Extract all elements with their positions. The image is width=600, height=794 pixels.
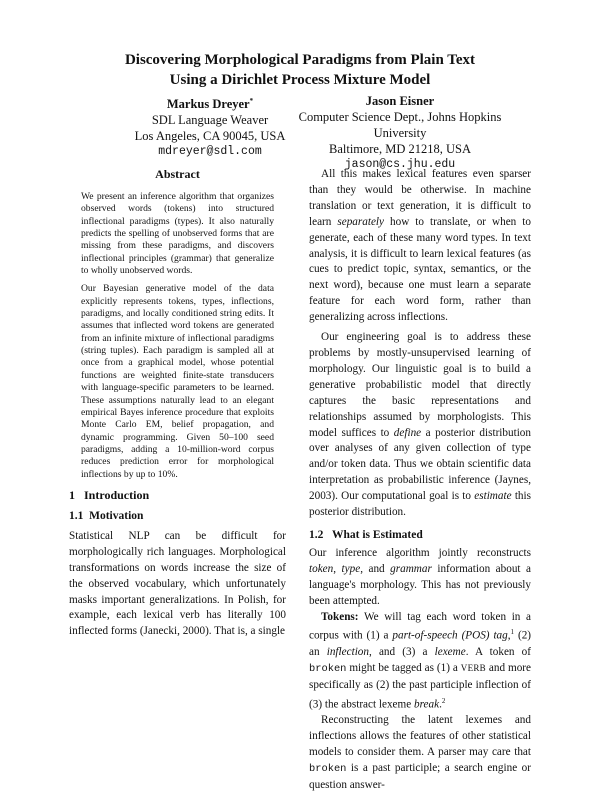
right-paragraph-5: Reconstructing the latent lexemes and inflections allows the features of other statistical models to consider them. A parser may care that broken is a past participle; a search engine or question answer- (309, 714, 531, 792)
abstract-heading: Abstract (155, 167, 200, 181)
abstract-paragraph-2: Our Bayesian generative model of the data explicitly represents tokens, types, inflections, paradigms, and locally conditioned string edits. It assumes that inflected word tokens are generated from an infinite mixture of inflectional paradigms (string tuples). Each paradigm is sampled all at once from a graphical model, whose potential functions are weighted finite-state transducers with language-specific parameters to be learned. These assumptions naturally lead to an elegant empirical Bayes inference procedure that exploits Monte Carlo EM, belief propagation, and dynamic programming. Given 50–100 seed paradigms, adding a 10-million-word corpus reduces prediction error for morphological inflections by up to 10%. (81, 283, 274, 480)
author-affiliation: Computer Science Dept., Johns Hopkins University (298, 110, 502, 140)
author-name: Markus Dreyer* (166, 97, 254, 112)
right-paragraph-2: Our engineering goal is to address these problems by mostly-unsupervised learning of morphology. Our linguistic goal is to build a generative probabilistic model that directly captures the basic representations and relationships assumed by morphologists. This model suffices to define a posterior distribution over analyses of any given collection of type and/or token data. Thus we obtain scientific data interpretation as probabilistic inference (Jaynes, 2003). Our computational goal is to estimate this posterior distribution. (309, 331, 531, 519)
abstract-paragraph-1: We present an inference algorithm that organizes observed words (tokens) into structured inflectional paradigms (types). It also naturally predicts the spelling of unobserved forms that are missing from these paradigms, and discovers inflectional principles (grammar) that generalize to wholly unobserved words. (81, 191, 274, 277)
right-paragraph-1: All this makes lexical features even sparser than they would be otherwise. In machine translation or text generation, it is difficult to learn separately how to translate, or when to generate, each of these many word types. In text analysis, it is difficult to learn lexical features (as cues to predict topic, syntax, semantics, or the next word), because one must learn a separate feature for each word form, rather than generalizing across inflections. (309, 168, 531, 324)
section-heading-introduction: 1 Introduction (69, 487, 150, 502)
author-email: mdreyer@sdl.com (158, 145, 262, 159)
abstract (69, 167, 286, 481)
title-line-2: Using a Dirichlet Process Mixture Model (169, 72, 431, 88)
right-paragraph-3: Our inference algorithm jointly reconstructs token, type, and grammar information about a language's morphology. This has not previously been attempted. (309, 546, 532, 607)
left-column (69, 167, 286, 640)
author-block-eisner (272, 93, 528, 173)
right-column (309, 167, 531, 794)
author-address: Baltimore, MD 21218, USA (328, 142, 471, 156)
author-address: Los Angeles, CA 90045, USA (134, 129, 286, 144)
author-email: jason@cs.jhu.edu (344, 158, 456, 171)
subsection-heading-what-is-estimated: 1.2 What is Estimated (309, 528, 423, 541)
author-name: Jason Eisner (365, 94, 435, 108)
right-paragraph-4: Tokens: We will tag each word token in a corpus with (1) a part-of-speech (POS) tag,$^1$ (2) an inflection, and (3) a lexeme. A token of broken might be tagged as (1) a VERB and more specifically as (2) the past participle inflection of (3) the abstract lexeme break.$^2$ (309, 610, 532, 711)
author-affiliation: SDL Language Weaver (151, 113, 269, 128)
intro-paragraph-1: Statistical NLP can be difficult for morphologically rich languages. Morphological transformations on words increase the size of the observed vocabulary, which unfortunately masks important generalizations. In Polish, for example, each lexical verb has literally 100 inflected forms (Janecki, 2000). That is, a single (69, 529, 286, 638)
title-line-1: Discovering Morphological Paradigms from Plain Text (124, 52, 476, 68)
subsection-heading-motivation: 1.1 Motivation (69, 509, 144, 522)
